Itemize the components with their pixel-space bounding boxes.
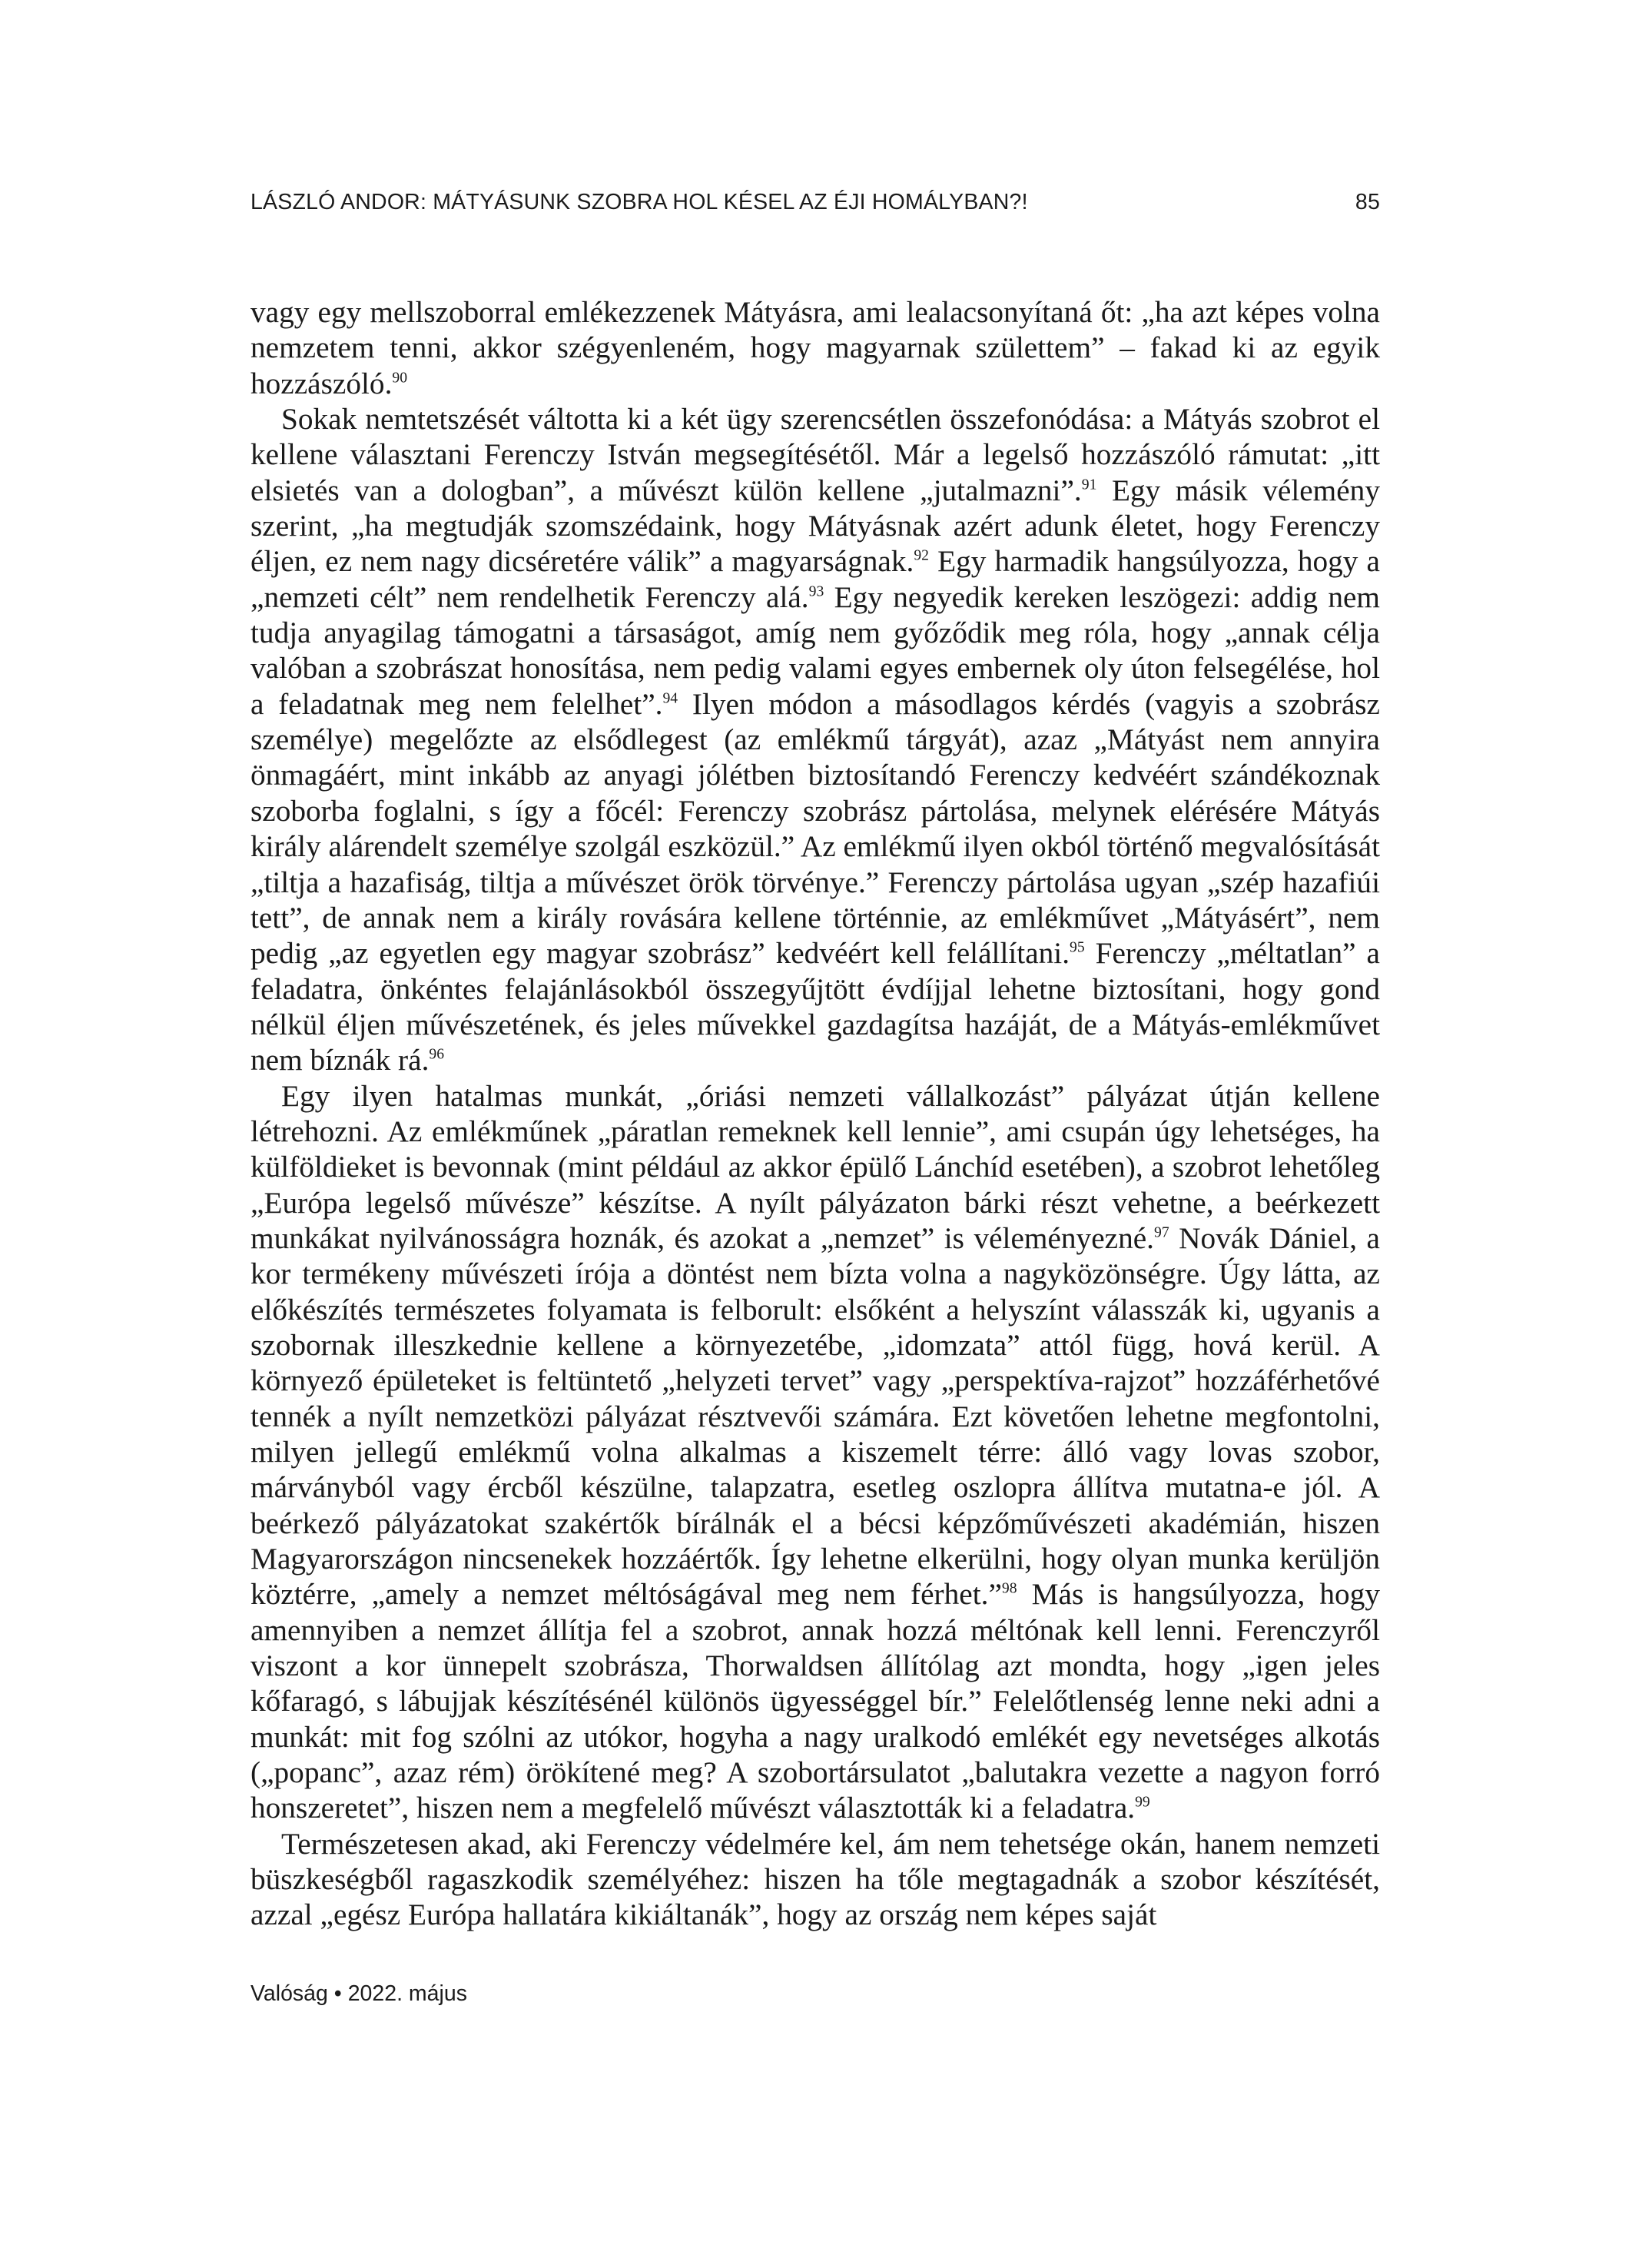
footnote-ref: 90 [392,368,408,386]
page-footer [250,1981,467,2007]
paragraph [250,401,1380,1078]
running-header [250,190,1380,215]
article-body [250,294,1380,1933]
running-title: LÁSZLÓ ANDOR: MÁTYÁSUNK SZOBRA HOL KÉSEL AZ ÉJI HOMÁLYBAN?! [250,190,1028,214]
footnote-ref: 97 [1154,1224,1169,1241]
footnote-ref: 95 [1070,938,1085,956]
footnote-ref: 92 [914,546,929,564]
text-run: Egy másik vélemény szerint, „ha megtudják szomszédaink, hogy Mátyásnak azért adunk életet, hogy Ferenczy éljen, ez nem nagy dicséretére válik” a magyarságnak. [250,473,1380,579]
footnote-ref: 91 [1081,475,1097,493]
text-run: Egy ilyen hatalmas munkát, „óriási nemzeti vállalkozást” pályázat útján kellene létrehozni. Az emlékműnek „páratlan remeknek kell lennie”, ami csupán úgy lehetséges, ha külföldieket is bevonnak (mint például az akkor épülő Lánchíd esetében), a szobrot lehetőleg „Európa legelső művésze” készítse. A nyílt pályázaton bárki részt vehetne, a beérkezett munkákat nyilvánosságra hoznák, és azokat a „nemzet” is véleményezné. [250,1078,1380,1255]
paragraph [250,1078,1380,1826]
text-run: Novák Dániel, a kor termékeny művészeti írója a döntést nem bízta volna a nagyközönségre. Úgy látta, az előkészítés természetes folyamata is felborult: elsőként a helyszínt válasszák ki, ugyanis a szobornak illeszkednie kellene a környezetébe, „idomzata” attól függ, hová kerül. A környező épületeket is feltüntető „helyzeti tervet” vagy „perspektíva-rajzot” hozzáférhetővé tennék a nyílt nemzetközi pályázat résztvevői számára. Ezt követően lehetne megfontolni, milyen jellegű emlékmű volna alkalmas a kiszemelt térre: álló vagy lovas szobor, márványból vagy ércből készülne, talapzatra, esetleg oszlopra állítva mutatna-e jól. A beérkező pályázatokat szakértők bírálnák el a bécsi képzőművészeti akadémián, hiszen Magyarországon nincsenekek hozzáértők. Így lehetne elkerülni, hogy olyan munka kerüljön köztérre, „amely a nemzet méltóságával meg nem férhet.” [250,1220,1380,1612]
text-run: Sokak nemtetszését váltotta ki a két ügy szerencsétlen összefonódása: a Mátyás szobrot el kellene választani Ferenczy István megsegítésétől. Már a legelső hozzászóló rámutat: „itt elsietés van a dologban”, a művészt külön kellene „jutalmazni”. [250,402,1380,507]
footnote-ref: 93 [808,583,824,600]
footnote-ref: 94 [662,689,678,707]
paragraph [250,294,1380,401]
footnote-ref: 99 [1135,1793,1150,1811]
text-run: Más is hangsúlyozza, hogy amennyiben a nemzet állítja fel a szobrot, annak hozzá méltónak kell lenni. Ferenczyről viszont a kor ünnepelt szobrásza, Thorwaldsen állítólag azt mondta, hogy „igen jeles kőfaragó, s lábujjak készítésénél különös ügyességgel bír.” Felelőtlenség lenne neki adni a munkát: mit fog szólni az utókor, hogyha a nagy uralkodó emlékét egy nevetséges alkotás („popanc”, azaz rém) örökítené meg? A szobortársulatot „balutakra vezette a nagyon forró honszeretet”, hiszen nem a megfelelő művészt választották ki a feladatra. [250,1577,1380,1825]
text-run: vagy egy mellszoborral emlékezzenek Mátyásra, ami lealacsonyítaná őt: „ha azt képes volna nemzetem tenni, akkor szégyenleném, hogy magyarnak születtem” – fakad ki az egyik hozzászóló. [250,295,1380,400]
footnote-ref: 98 [1001,1579,1017,1597]
paragraph [250,1826,1380,1933]
footnote-ref: 96 [429,1045,445,1063]
text-run: Egy harmadik hangsúlyozza, hogy a „nemzeti célt” nem rendelhetik Ferenczy alá. [250,544,1380,614]
page-number: 85 [1355,190,1380,214]
text-run: Egy negyedik kereken leszögezi: addig nem tudja anyagilag támogatni a társaságot, amíg nem győződik meg róla, hogy „annak célja valóban a szobrászat honosítása, nem pedig valami egyes embernek oly úton felsegélése, hol a feladatnak meg nem felelhet”. [250,579,1380,721]
text-run: Természetesen akad, aki Ferenczy védelmére kel, ám nem tehetsége okán, hanem nemzeti büszkeségből ragaszkodik személyéhez: hiszen ha tőle megtagadnák a szobor készítését, azzal „egész Európa hallatára kikiáltanák”, hogy az ország nem képes saját [250,1826,1380,1932]
text-run: Ilyen módon a másodlagos kérdés (vagyis a szobrász személye) megelőzte az elsődlegest (az emlékmű tárgyát), azaz „Mátyást nem annyira önmagáért, mint inkább az anyagi jólétben biztosítandó Ferenczy kedvéért szándékoznak szoborba foglalni, s így a főcél: Ferenczy szobrász pártolása, melynek elérésére Mátyás király alárendelt személye szolgál eszközül.” Az emlékmű ilyen okból történő megvalósítását „tiltja a hazafiság, tiltja a művészet örök törvénye.” Ferenczy pártolása ugyan „szép hazafiúi tett”, de annak nem a király rovására kellene történnie, az emlékművet „Mátyásért”, nem pedig „az egyetlen egy magyar szobrász” kedvéért kell felállítani. [250,686,1380,971]
text-run: Ferenczy „méltatlan” a feladatra, önkéntes felajánlásokból összegyűjtött évdíjjal lehetne biztosítani, hogy gond nélkül éljen művészetének, és jeles művekkel gazdagítsa hazáját, de a Mátyás-emlékművet nem bíznák rá. [250,936,1380,1078]
journal-issue: Valóság • 2022. május [250,1981,467,2006]
